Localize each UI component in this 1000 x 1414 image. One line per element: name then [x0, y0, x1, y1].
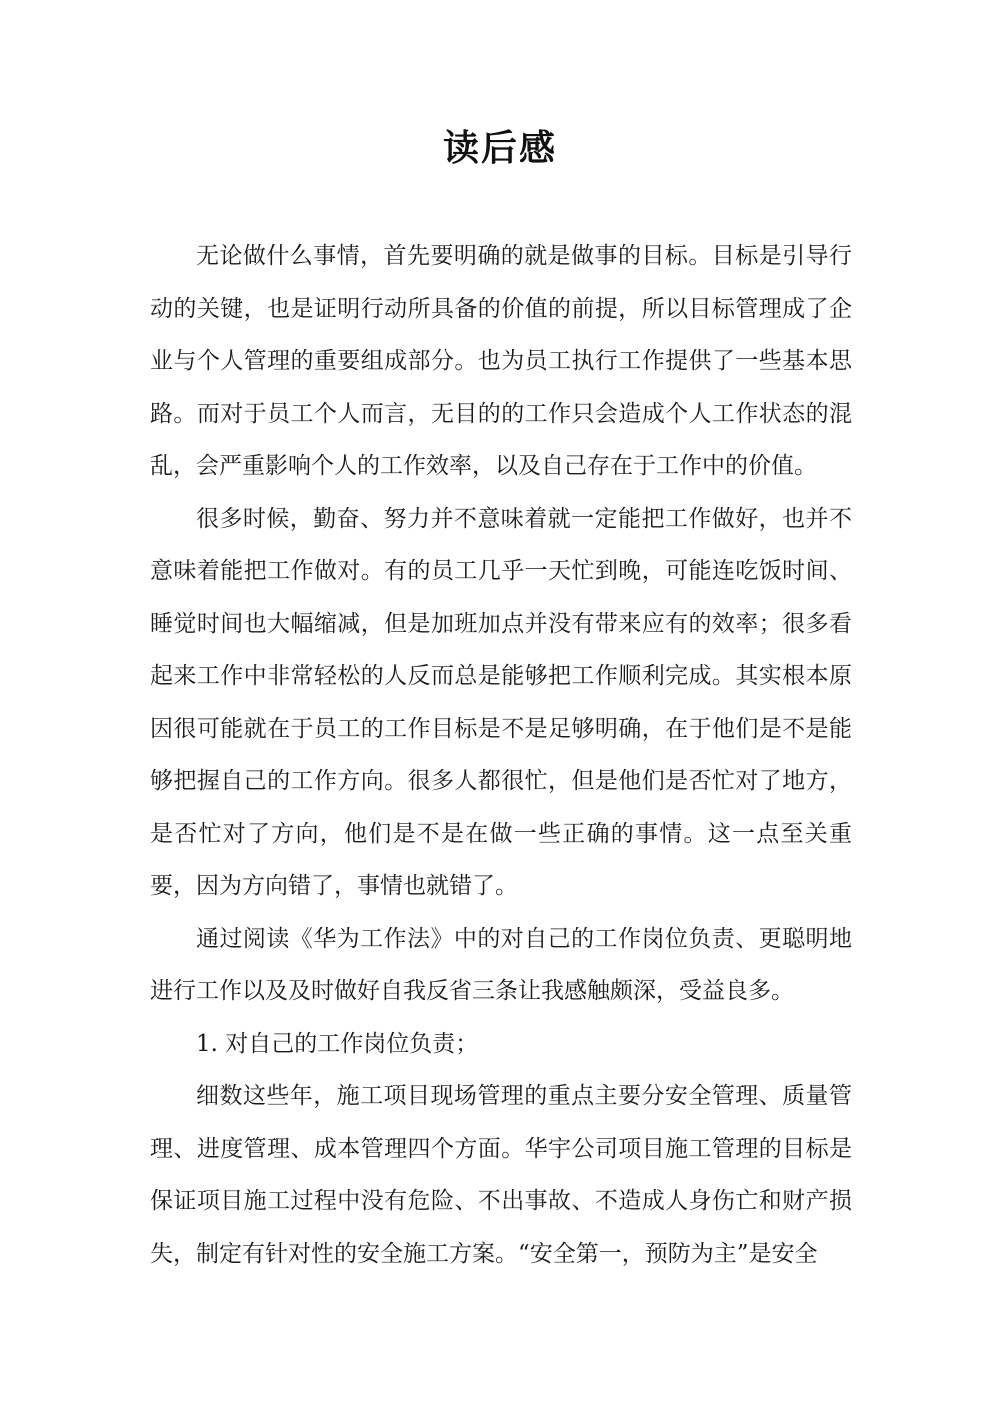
document-title: 读后感 — [442, 128, 557, 169]
document-body — [150, 230, 852, 1280]
paragraph-list-item-1: 1. 对自己的工作岗位负责； — [196, 1030, 479, 1057]
paragraph-goal-importance: 无论做什么事情，首先要明确的就是做事的目标。目标是引导行动的关键，也是证明行动所具备的价值的前提，所以目标管理成了企业与个人管理的重要组成部分。也为员工执行工作提供了一些基本思路。而对于员工个人而言，无目的的工作只会造成个人工作状态的混乱，会严重影响个人的工作效率，以及自己存在于工作中的价值。 — [150, 243, 852, 479]
paragraph-direction: 很多时候，勤奋、努力并不意味着就一定能把工作做好，也并不意味着能把工作做对。有的员工几乎一天忙到晚，可能连吃饭时间、睡觉时间也大幅缩减，但是加班加点并没有带来应有的效率；很多看起来工作中非常轻松的人反而总是能够把工作顺利完成。其实根本原因很可能就在于员工的工作目标是不是足够明确，在于他们是不是能够把握自己的工作方向。很多人都很忙，但是他们是否忙对了地方，是否忙对了方向，他们是不是在做一些正确的事情。这一点至关重要，因为方向错了，事情也就错了。 — [150, 505, 852, 899]
paragraph-reading-huawei: 通过阅读《华为工作法》中的对自己的工作岗位负责、更聪明地进行工作以及及时做好自我反省三条让我感触颇深，受益良多。 — [150, 925, 852, 1004]
paragraph-site-management: 细数这些年，施工项目现场管理的重点主要分安全管理、质量管理、进度管理、成本管理四个方面。华宇公司项目施工管理的目标是保证项目施工过程中没有危险、不出事故、不造成人身伤亡和财产损失，制定有针对性的安全施工方案。“安全第一，预防为主”是安全 — [150, 1083, 852, 1267]
